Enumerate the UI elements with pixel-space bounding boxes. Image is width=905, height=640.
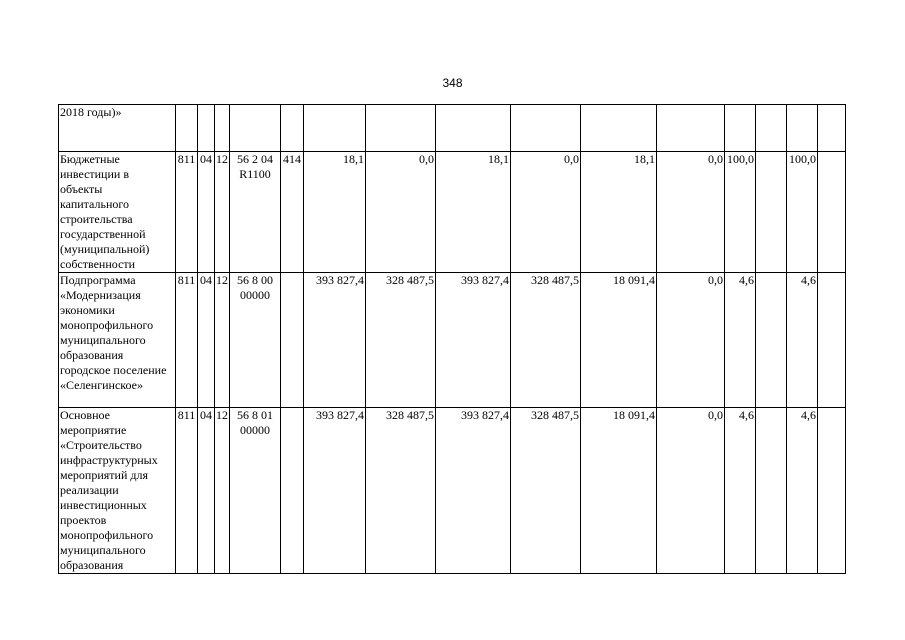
cell-name: Основное мероприятие «Строительство инфраструктурных мероприятий для реализации инвестиционных проектов монопрофильного муниципального образования xyxy=(59,408,176,574)
cell-value-3: 18,1 xyxy=(436,152,511,273)
cell-value-10 xyxy=(818,152,846,273)
cell-value-3: 393 827,4 xyxy=(436,408,511,574)
cell-value-6: 0,0 xyxy=(657,152,725,273)
cell-value-6: 0,0 xyxy=(657,273,725,408)
cell-value-4: 0,0 xyxy=(511,152,581,273)
cell-csr xyxy=(230,105,281,152)
cell-value-6 xyxy=(657,105,725,152)
cell-value-2: 328 487,5 xyxy=(366,273,436,408)
page-number: 348 xyxy=(442,76,463,90)
cell-name: Подпрограмма «Модернизация экономики монопрофильного муниципального образования городское поселение «Селенгинское» xyxy=(59,273,176,408)
cell-value-7: 4,6 xyxy=(725,273,756,408)
cell-value-10 xyxy=(818,408,846,574)
cell-name: 2018 годы)» xyxy=(59,105,176,152)
cell-value-8 xyxy=(756,408,787,574)
cell-value-7 xyxy=(725,105,756,152)
cell-value-2: 328 487,5 xyxy=(366,408,436,574)
cell-vr xyxy=(281,408,304,574)
cell-ved xyxy=(176,105,198,152)
cell-value-9: 100,0 xyxy=(787,152,818,273)
cell-csr: 56 8 00 00000 xyxy=(230,273,281,408)
cell-value-9: 4,6 xyxy=(787,273,818,408)
cell-pr: 12 xyxy=(215,152,230,273)
cell-rz: 04 xyxy=(198,152,215,273)
cell-value-7: 100,0 xyxy=(725,152,756,273)
cell-value-7: 4,6 xyxy=(725,408,756,574)
table-row xyxy=(59,408,846,574)
cell-value-9 xyxy=(787,105,818,152)
table-row xyxy=(59,105,846,152)
table-row xyxy=(59,273,846,408)
cell-value-6: 0,0 xyxy=(657,408,725,574)
cell-value-1 xyxy=(304,105,366,152)
cell-value-5: 18 091,4 xyxy=(581,408,657,574)
cell-value-9: 4,6 xyxy=(787,408,818,574)
cell-pr: 12 xyxy=(215,273,230,408)
cell-rz: 04 xyxy=(198,408,215,574)
cell-value-4: 328 487,5 xyxy=(511,273,581,408)
table-row xyxy=(59,152,846,273)
cell-pr xyxy=(215,105,230,152)
cell-ved: 811 xyxy=(176,273,198,408)
cell-value-1: 18,1 xyxy=(304,152,366,273)
cell-value-5 xyxy=(581,105,657,152)
cell-vr xyxy=(281,105,304,152)
cell-value-8 xyxy=(756,273,787,408)
cell-value-4 xyxy=(511,105,581,152)
cell-value-2: 0,0 xyxy=(366,152,436,273)
cell-value-2 xyxy=(366,105,436,152)
cell-rz xyxy=(198,105,215,152)
cell-csr: 56 8 01 00000 xyxy=(230,408,281,574)
cell-value-8 xyxy=(756,152,787,273)
cell-csr: 56 2 04 R1100 xyxy=(230,152,281,273)
cell-name: Бюджетные инвестиции в объекты капитального строительства государственной (муниципальной) собственности xyxy=(59,152,176,273)
cell-value-5: 18,1 xyxy=(581,152,657,273)
cell-value-3: 393 827,4 xyxy=(436,273,511,408)
cell-ved: 811 xyxy=(176,408,198,574)
cell-value-10 xyxy=(818,105,846,152)
cell-rz: 04 xyxy=(198,273,215,408)
cell-pr: 12 xyxy=(215,408,230,574)
cell-value-1: 393 827,4 xyxy=(304,408,366,574)
cell-value-10 xyxy=(818,273,846,408)
cell-value-1: 393 827,4 xyxy=(304,273,366,408)
cell-value-3 xyxy=(436,105,511,152)
budget-table xyxy=(58,104,846,574)
cell-vr: 414 xyxy=(281,152,304,273)
cell-ved: 811 xyxy=(176,152,198,273)
cell-vr xyxy=(281,273,304,408)
cell-value-5: 18 091,4 xyxy=(581,273,657,408)
cell-value-8 xyxy=(756,105,787,152)
cell-value-4: 328 487,5 xyxy=(511,408,581,574)
